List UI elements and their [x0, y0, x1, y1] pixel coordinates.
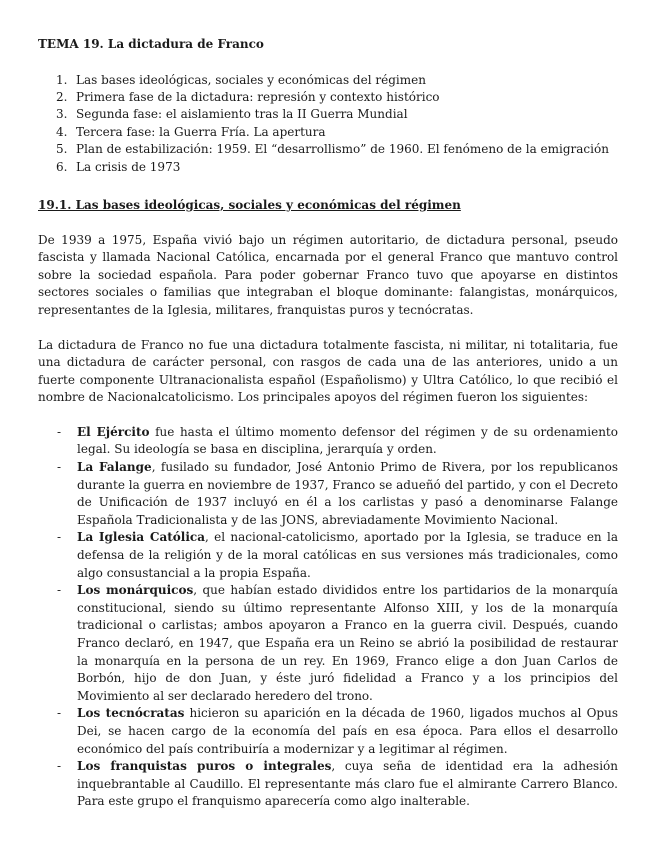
toc-number: 1. [56, 72, 68, 87]
toc-number: 3. [56, 107, 68, 122]
bullet-dash: - [57, 706, 62, 721]
table-of-contents [38, 72, 618, 176]
toc-number: 5. [56, 142, 68, 157]
toc-item [38, 159, 618, 176]
list-item [38, 758, 618, 811]
section-heading: 19.1. Las bases ideológicas, sociales y económicas del régimen [38, 197, 461, 212]
list-item [38, 705, 618, 758]
toc-text: Las bases ideológicas, sociales y económicas del régimen [76, 72, 426, 87]
document-title: TEMA 19. La dictadura de Franco [38, 37, 264, 51]
bullet-dash: - [57, 424, 62, 439]
supports-list [38, 424, 618, 811]
support-term: Los monárquicos [77, 583, 194, 598]
list-item [38, 582, 618, 705]
support-term: La Falange [77, 460, 152, 475]
bullet-dash: - [57, 460, 62, 475]
support-text: hicieron su aparición en la década de 1960, ligados muchos al Opus Dei, se hacen cargo de la economía del país en esa época. Para ellos el desarrollo económico del país contribuiría a modernizar y a legitimar al régimen. [77, 706, 618, 756]
toc-item [38, 72, 618, 89]
support-term: El Ejército [77, 424, 150, 439]
toc-text: Primera fase de la dictadura: represión y contexto histórico [76, 89, 440, 104]
toc-text: Plan de estabilización: 1959. El “desarrollismo” de 1960. El fenómeno de la emigración [76, 142, 609, 157]
list-item [38, 424, 618, 459]
bullet-dash: - [57, 759, 62, 774]
bullet-dash: - [57, 583, 62, 598]
list-item [38, 459, 618, 529]
toc-text: Segunda fase: el aislamiento tras la II Guerra Mundial [76, 107, 408, 122]
toc-text: La crisis de 1973 [76, 159, 181, 174]
support-term: Los tecnócratas [77, 706, 185, 721]
dictatorship-paragraph: La dictadura de Franco no fue una dictadura totalmente fascista, ni militar, ni totalitaria, fue una dictadura de carácter personal, con rasgos de cada una de las anteriores, unido a un fuerte componente Ultranacionalista español (Españolismo) y Ultra Católico, lo que recibió el nombre de Nacionalcatolicismo. Los principales apoyos del régimen fueron los siguientes: [38, 337, 618, 405]
toc-item [38, 89, 618, 106]
toc-text: Tercera fase: la Guerra Fría. La apertura [76, 124, 326, 139]
bullet-dash: - [57, 530, 62, 545]
toc-item [38, 106, 618, 123]
support-text: , cuya seña de identidad era la adhesión inquebrantable al Caudillo. El representante más claro fue el almirante Carrero Blanco. Para este grupo el franquismo aparecería como algo inalterable. [77, 759, 619, 809]
support-term: La Iglesia Católica [77, 530, 205, 545]
toc-item [38, 141, 618, 158]
document-page [38, 36, 618, 811]
toc-number: 2. [56, 89, 68, 104]
toc-item [38, 124, 618, 141]
support-text: , fusilado su fundador, José Antonio Primo de Rivera, por los republicanos durante la guerra en noviembre de 1937, Franco se adueñó del partido, y con el Decreto de Unificación de 1937 incluyó en él a los carlistas y pasó a denominarse Falange Española Tradicionalista y de las JONS, abreviadamente Movimiento Nacional. [77, 460, 618, 527]
list-item [38, 529, 618, 582]
toc-number: 6. [56, 159, 68, 174]
support-text: , el nacional-catolicismo, aportado por la Iglesia, se traduce en la defensa de la religión y de la moral católicas en sus versiones más tradicionales, como algo consustancial a la propia España. [77, 530, 618, 580]
support-text: , que habían estado divididos entre los partidarios de la monarquía constitucional, siendo su último representante Alfonso XIII, y los de la monarquía tradicional o carlistas; ambos apoyaron a Franco en la guerra civil. Después, cuando Franco declaró, en 1947, que España era un Reino se abrió la posibilidad de restaurar la monarquía en la persona de un rey. En 1969, Franco elige a don Juan Carlos de Borbón, hijo de don Juan, y éste juró fidelidad a Franco y a los principios del Movimiento al ser declarado heredero del trono. [77, 583, 619, 703]
intro-paragraph: De 1939 a 1975, España vivió bajo un régimen autoritario, de dictadura personal, pseudo fascista y llamada Nacional Católica, encarnada por el general Franco que mantuvo control sobre la sociedad española. Para poder gobernar Franco tuvo que apoyarse en distintos sectores sociales o familias que integraban el bloque dominante: falangistas, monárquicos, representantes de la Iglesia, militares, franquistas puros y tecnócratas. [38, 232, 618, 317]
toc-number: 4. [56, 124, 68, 139]
support-term: Los franquistas puros o integrales [77, 759, 332, 774]
support-text: fue hasta el último momento defensor del régimen y de su ordenamiento legal. Su ideología se basa en disciplina, jerarquía y orden. [77, 424, 618, 457]
